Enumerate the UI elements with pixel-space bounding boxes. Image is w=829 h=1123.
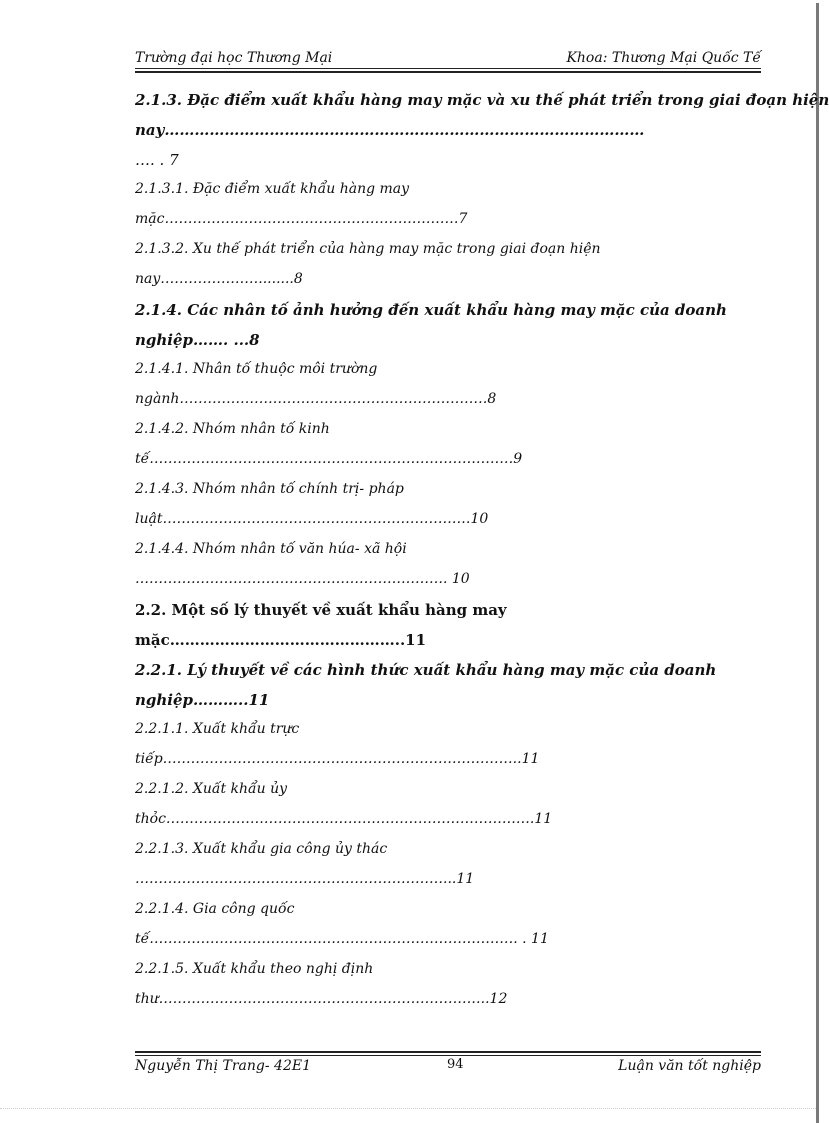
toc-line: 2.2.1.2. Xuất khẩu ủy [135, 781, 287, 797]
toc-line: nghiệp………..11 [135, 691, 270, 709]
toc-line: nghiệp……. ...8 [135, 331, 260, 349]
toc-line: nay…………………………………………………………………………………… [135, 121, 645, 139]
toc-line: 2.1.4.3. Nhóm nhân tố chính trị- pháp [135, 481, 404, 497]
toc-line: 2.2.1.1. Xuất khẩu trực [135, 721, 300, 737]
toc-line: luật…………………………………………………………10 [135, 511, 489, 527]
page-edge-divider [0, 1108, 816, 1109]
toc-line: 2.1.3.1. Đặc điểm xuất khẩu hàng may [135, 181, 410, 197]
toc-line: tiếp…………………………………………………………………..11 [135, 751, 540, 767]
toc-line: mặc………………………………………..11 [135, 631, 427, 649]
toc-line: 2.2.1.4. Gia công quốc [135, 901, 295, 917]
toc-line: 2.1.4.1. Nhân tố thuộc môi trường [135, 361, 378, 377]
header-rule [135, 68, 761, 69]
toc-line: 2.2.1.3. Xuất khẩu gia công ủy thác [135, 841, 388, 857]
header-faculty: Khoa: Thương Mại Quốc Tế [566, 50, 761, 66]
footer-document-type: Luận văn tốt nghiệp [618, 1058, 761, 1074]
header-university: Trường đại học Thương Mại [135, 50, 333, 66]
toc-line: tế……………………………………………………………………9 [135, 451, 523, 467]
header-rule-thick [135, 71, 761, 73]
toc-line: 2.2.1.5. Xuất khẩu theo nghị định [135, 961, 374, 977]
toc-line: ngành…………………………………………………………8 [135, 391, 497, 407]
footer-rule-thick [135, 1051, 761, 1053]
page-header [135, 50, 761, 68]
page-footer [135, 1058, 761, 1076]
toc-line: …………………………………………………………...11 [135, 871, 475, 887]
toc-line: …. . 7 [135, 151, 179, 169]
toc-line: 2.2.1. Lý thuyết về các hình thức xuất khẩu hàng may mặc của doanh [135, 661, 717, 679]
toc-line: thư……………………………………………………………..12 [135, 991, 508, 1007]
page-number: 94 [447, 1057, 464, 1072]
toc-line: 2.1.3.2. Xu thế phát triển của hàng may mặc trong giai đoạn hiện [135, 241, 601, 257]
toc-line: …………………………………………………………. 10 [135, 571, 470, 587]
toc-line: 2.1.4. Các nhân tố ảnh hưởng đến xuất khẩu hàng may mặc của doanh [135, 301, 727, 319]
toc-line: tế……………………………………………………………………. . 11 [135, 931, 549, 947]
toc-line: thỏc…………………………………………………………………….11 [135, 811, 553, 827]
toc-line: 2.2. Một số lý thuyết về xuất khẩu hàng may [135, 601, 507, 619]
toc-line: 2.1.4.4. Nhóm nhân tố văn húa- xã hội [135, 541, 407, 557]
toc-line: 2.1.3. Đặc điểm xuất khẩu hàng may mặc và xu thế phát triển trong giai đoạn hiện [135, 91, 829, 109]
footer-rule [135, 1055, 761, 1056]
toc-line: nay…………………........8 [135, 271, 303, 287]
toc-line: 2.1.4.2. Nhóm nhân tố kinh [135, 421, 330, 437]
footer-author: Nguyễn Thị Trang- 42E1 [135, 1058, 311, 1074]
toc-line: mặc………………………………………………………7 [135, 211, 468, 227]
